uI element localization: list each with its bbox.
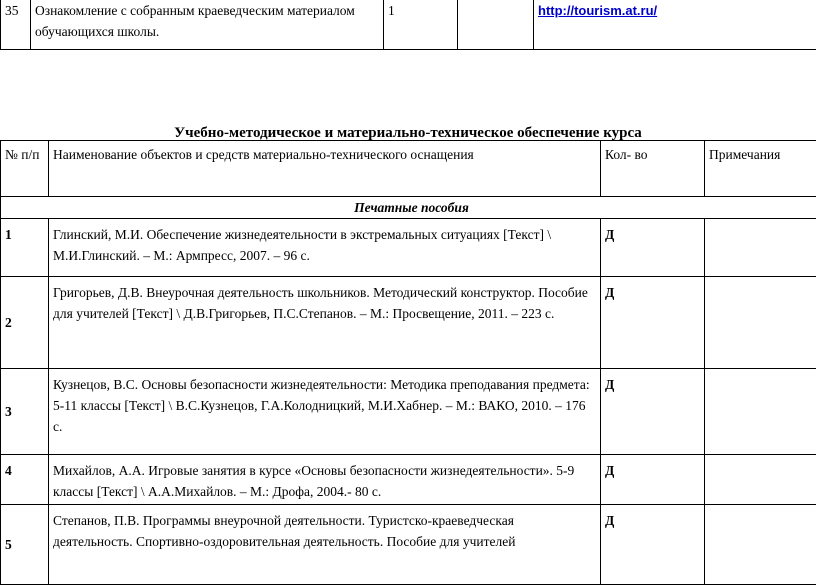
top-lesson-table (0, 0, 816, 50)
lesson-hours: 1 (384, 0, 458, 50)
row-number: 3 (1, 369, 49, 455)
row-qty: Д (601, 505, 705, 585)
resources-table (0, 140, 816, 585)
table-row (1, 219, 816, 277)
row-notes (705, 455, 816, 505)
row-text: Глинский, М.И. Обеспечение жизнедеятельности в экстремальных ситуациях [Текст] \ М.И.Глинский. – М.: Армпресс, 2007. – 96 с. (49, 219, 601, 277)
table-row (1, 455, 816, 505)
row-qty: Д (601, 455, 705, 505)
lesson-name: Ознакомление с собранным краеведческим материалом обучающихся школы. (31, 0, 384, 50)
section-heading: Печатные пособия (1, 197, 816, 219)
table-row (1, 277, 816, 369)
section-row (1, 197, 816, 219)
row-notes (705, 505, 816, 585)
table-row (1, 369, 816, 455)
row-notes (705, 277, 816, 369)
row-text: Кузнецов, В.С. Основы безопасности жизнедеятельности: Методика преподавания предмета: 5-11 классы [Текст] \ В.С.Кузнецов, Г.А.Колодницкий, М.И.Хабнер. – М.: ВАКО, 2010. – 176 с. (49, 369, 601, 455)
header-name: Наименование объектов и средств материально-технического оснащения (49, 141, 601, 197)
row-number: 2 (1, 277, 49, 369)
lesson-number: 35 (1, 0, 31, 50)
section-title: Учебно-методическое и материально-техническое обеспечение курса (0, 123, 816, 143)
row-qty: Д (601, 219, 705, 277)
row-text: Григорьев, Д.В. Внеурочная деятельность школьников. Методический конструктор. Пособие для учителей [Текст] \ Д.В.Григорьев, П.С.Степанов. – М.: Просвещение, 2011. – 223 с. (49, 277, 601, 369)
table-row (1, 505, 816, 585)
row-text: Михайлов, А.А. Игровые занятия в курсе «Основы безопасности жизнедеятельности». 5-9 классы [Текст] \ А.А.Михайлов. – М.: Дрофа, 2004.- 80 с. (49, 455, 601, 505)
row-number: 5 (1, 505, 49, 585)
resource-link[interactable]: http://tourism.at.ru/ (538, 3, 657, 18)
row-number: 1 (1, 219, 49, 277)
row-notes (705, 369, 816, 455)
row-qty: Д (601, 369, 705, 455)
header-num: № п/п (1, 141, 49, 197)
table-row (1, 0, 816, 50)
row-notes (705, 219, 816, 277)
lesson-resource-cell (534, 0, 816, 50)
row-qty: Д (601, 277, 705, 369)
lesson-empty-cell (458, 0, 534, 50)
header-notes: Примечания (705, 141, 816, 197)
row-text: Степанов, П.В. Программы внеурочной деятельности. Туристско-краеведческая деятельность. Спортивно-оздоровительная деятельность. Пособие для учителей (49, 505, 601, 585)
row-number: 4 (1, 455, 49, 505)
header-qty: Кол- во (601, 141, 705, 197)
header-row (1, 141, 816, 197)
